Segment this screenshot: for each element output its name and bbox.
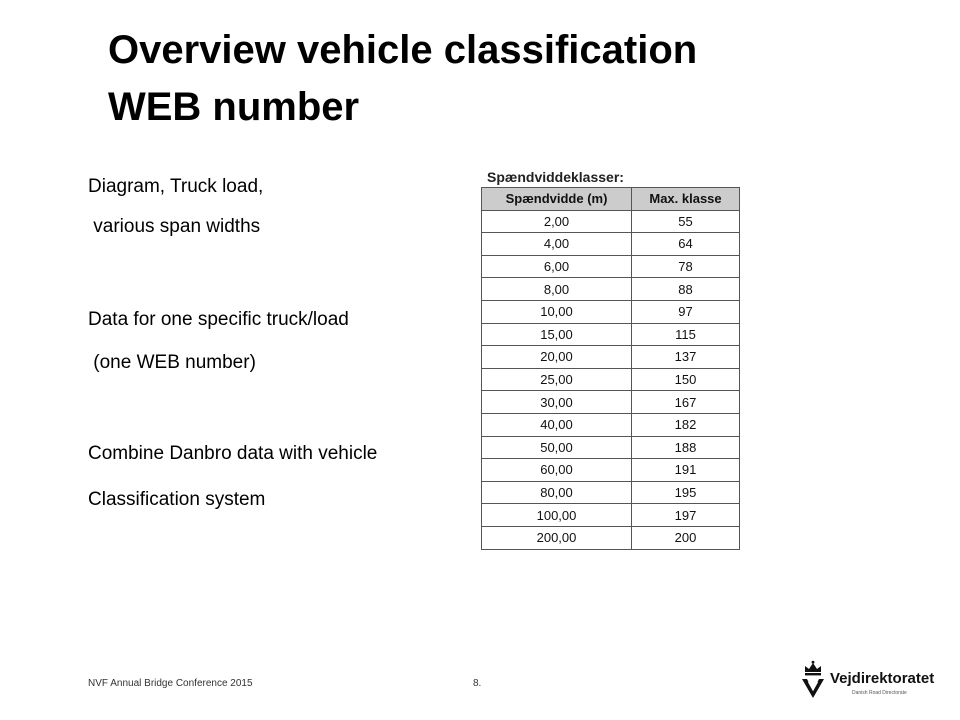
table-row [482,459,740,482]
vejdirektoratet-logo [800,660,940,700]
span-cell: 40,00 [482,413,632,436]
crown-checkmark-icon [800,660,826,700]
span-cell: 30,00 [482,391,632,414]
table-row [482,210,740,233]
logo-subtitle: Danish Road Directorate [852,690,907,696]
body-line-span-widths: various span widths [88,216,261,237]
class-cell: 195 [632,481,740,504]
table-row [482,526,740,549]
span-cell: 4,00 [482,233,632,256]
table-row [482,233,740,256]
table-header-row [482,188,740,211]
span-cell: 25,00 [482,368,632,391]
class-cell: 182 [632,413,740,436]
body-line-web-number: (one WEB number) [88,352,256,373]
body-line-data: Data for one specific truck/load [88,309,349,330]
table-row [482,278,740,301]
span-cell: 2,00 [482,210,632,233]
table-row [482,323,740,346]
column-header-max-class: Max. klasse [632,188,740,211]
span-cell: 10,00 [482,300,632,323]
logo-name: Vejdirektoratet [830,670,935,687]
class-cell: 197 [632,504,740,527]
table-heading: Spændviddeklasser: [487,169,624,185]
span-class-table [481,187,740,550]
class-cell: 150 [632,368,740,391]
span-cell: 200,00 [482,526,632,549]
slide-title-line-2: WEB number [108,85,360,129]
body-line-classification: Classification system [88,489,266,510]
span-cell: 80,00 [482,481,632,504]
table-row [482,436,740,459]
class-cell: 78 [632,255,740,278]
table-row [482,481,740,504]
slide-title [108,22,868,136]
footer-conference: NVF Annual Bridge Conference 2015 [88,678,253,689]
span-cell: 15,00 [482,323,632,346]
class-cell: 167 [632,391,740,414]
class-cell: 55 [632,210,740,233]
class-cell: 137 [632,346,740,369]
span-cell: 6,00 [482,255,632,278]
table-row [482,368,740,391]
span-class-table-panel [481,167,739,550]
table-row [482,391,740,414]
class-cell: 64 [632,233,740,256]
table-row [482,413,740,436]
table-row [482,255,740,278]
span-cell: 60,00 [482,459,632,482]
class-cell: 191 [632,459,740,482]
class-cell: 115 [632,323,740,346]
class-cell: 200 [632,526,740,549]
span-cell: 100,00 [482,504,632,527]
body-line-diagram: Diagram, Truck load, [88,176,264,197]
class-cell: 97 [632,300,740,323]
span-cell: 8,00 [482,278,632,301]
span-cell: 20,00 [482,346,632,369]
column-header-span: Spændvidde (m) [482,188,632,211]
body-line-combine: Combine Danbro data with vehicle [88,443,378,464]
footer-page-number: 8. [473,678,482,689]
table-row [482,300,740,323]
span-cell: 50,00 [482,436,632,459]
class-cell: 188 [632,436,740,459]
table-row [482,346,740,369]
slide-title-line-1: Overview vehicle classification [108,28,698,72]
table-row [482,504,740,527]
class-cell: 88 [632,278,740,301]
